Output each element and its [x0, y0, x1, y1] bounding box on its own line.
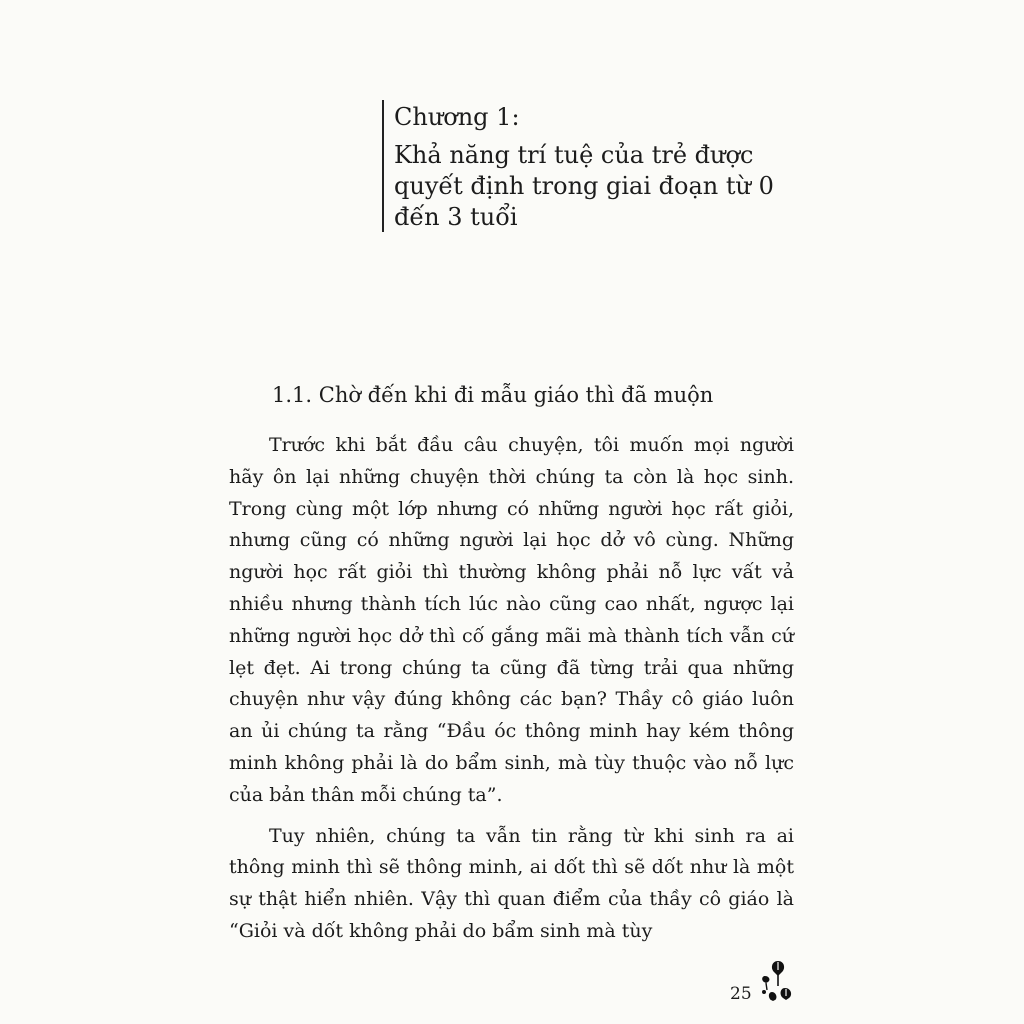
paragraph: Trước khi bắt đầu câu chuyện, tôi muốn mọi người hãy ôn lại những chuyện thời chúng ta còn là học sinh. Trong cùng một lớp nhưng có những người học rất giỏi, nhưng cũng có những người lại học dở vô cùng. Những người học rất giỏi thì thường không phải nỗ lực vất vả nhiều nhưng thành tích lúc nào cũng cao nhất, ngược lại những người học dở thì cố gắng mãi mà thành tích vẫn cứ lẹt đẹt. Ai trong chúng ta cũng đã từng trải qua những chuyện như vậy đúng không các bạn? Thầy cô giáo luôn an ủi chúng ta rằng “Đầu óc thông minh hay kém thông minh không phải là do bẩm sinh, mà tùy thuộc vào nỗ lực của bản thân mỗi chúng ta”. [229, 434, 794, 806]
chapter-label: Chương 1: [394, 103, 520, 131]
paragraph: Tuy nhiên, chúng ta vẫn tin rằng từ khi sinh ra ai thông minh thì sẽ thông minh, ai dốt thì sẽ dốt như là một sự thật hiển nhiên. Vậy thì quan điểm của thầy cô giáo là “Giỏi và dốt không phải do bẩm sinh mà tùy [229, 824, 794, 942]
flower-ornament-icon [758, 958, 798, 1004]
chapter-heading [382, 100, 802, 232]
page-number: 25 [730, 984, 752, 1004]
section-title: 1.1. Chờ đến khi đi mẫu giáo thì đã muộn [272, 383, 714, 407]
body-text [229, 430, 794, 957]
chapter-title: Khả năng trí tuệ của trẻ được quyết định trong giai đoạn từ 0 đến 3 tuổi [394, 141, 774, 231]
